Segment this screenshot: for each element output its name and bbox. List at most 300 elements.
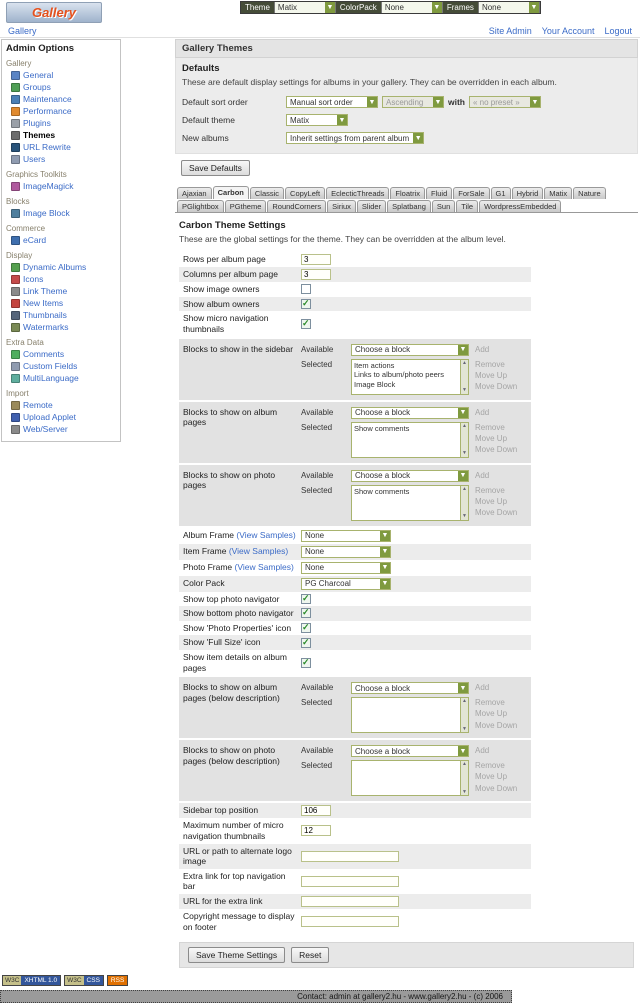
setting-label: Blocks to show on album pages (below description) [183, 682, 280, 703]
selected-blocks-listbox[interactable] [351, 359, 469, 395]
frames-select[interactable] [478, 2, 540, 13]
sidebar-item-link-theme[interactable] [6, 285, 116, 297]
scroll-up-icon: ▲ [462, 359, 467, 366]
setting-label: Show item details on album pages [183, 652, 287, 673]
sidebar-item-thumbnails[interactable] [6, 309, 116, 321]
setting-input[interactable] [301, 916, 399, 927]
available-block-select[interactable] [351, 407, 469, 419]
move-up-link[interactable]: Move Up [475, 496, 508, 506]
add-block-link[interactable]: Add [475, 470, 490, 480]
defaults-description: These are default display settings for albums in your gallery. They can be overridden in each album. [182, 77, 557, 87]
move-up-link[interactable]: Move Up [475, 433, 508, 443]
sidebar-section-label: Gallery [6, 59, 32, 68]
setting-label: Blocks to show on photo pages (below description) [183, 745, 280, 766]
selected-blocks-listbox[interactable] [351, 422, 469, 458]
remove-block-link[interactable]: Remove [475, 422, 505, 432]
rss-badge[interactable] [107, 975, 128, 986]
remove-block-link[interactable]: Remove [475, 698, 505, 708]
move-down-link[interactable]: Move Down [475, 381, 518, 391]
tab-pglightbox[interactable]: PGlightbox [177, 200, 224, 212]
reset-button[interactable]: Reset [291, 947, 329, 963]
sidebar-item-label: Comments [23, 349, 65, 359]
setting-row [179, 465, 531, 526]
sidebar-item-users[interactable] [6, 153, 116, 165]
admin-options-box [1, 39, 121, 442]
logout-link[interactable]: Logout [604, 26, 632, 36]
setting-checkbox[interactable] [301, 638, 311, 648]
multilanguage-icon [11, 374, 20, 383]
scroll-up-icon: ▲ [462, 761, 467, 768]
tab-fluid[interactable]: Fluid [426, 187, 452, 199]
sidebar-section-label: Extra Data [6, 338, 44, 347]
blocks-picker [301, 682, 527, 733]
frames-label: Frames [443, 2, 478, 13]
chevron-down-icon: ▼ [459, 472, 467, 479]
setting-row [179, 297, 531, 312]
add-block-link[interactable]: Add [475, 344, 490, 354]
theme-select[interactable] [274, 2, 336, 13]
setting-checkbox[interactable] [301, 319, 311, 329]
sidebar-item-label: Themes [23, 130, 56, 140]
selected-blocks-listbox[interactable] [351, 485, 469, 521]
available-block-select-value: Choose a block [355, 408, 411, 417]
plugins-icon [11, 119, 20, 128]
available-label: Available [301, 344, 334, 354]
sidebar-item-custom-fields[interactable] [6, 360, 116, 372]
setting-row [179, 544, 531, 560]
available-block-select-value: Choose a block [355, 746, 411, 756]
sidebar-item-imagemagick[interactable] [6, 180, 116, 192]
add-block-link[interactable]: Add [475, 746, 490, 756]
setting-row [179, 621, 531, 636]
selected-label: Selected [301, 359, 333, 369]
setting-checkbox[interactable] [301, 594, 311, 604]
sidebar-section-label: Import [6, 389, 29, 398]
tab-sun[interactable]: Sun [432, 200, 455, 212]
selected-label: Selected [301, 761, 333, 771]
tab-hybrid[interactable]: Hybrid [512, 187, 544, 199]
sidebar-item-label: New Items [23, 298, 64, 308]
setting-row [179, 528, 531, 544]
view-samples-link[interactable]: (View Samples) [234, 562, 294, 573]
tab-pgtheme[interactable]: PGtheme [225, 200, 267, 212]
tab-siriux[interactable]: Siriux [327, 200, 356, 212]
available-block-select[interactable] [351, 745, 469, 757]
scroll-down-icon: ▼ [462, 725, 467, 732]
chevron-down-icon: ▼ [459, 747, 467, 755]
blocks-picker [301, 745, 527, 796]
theme-select-value: Matix [277, 3, 298, 12]
sidebar-section-label: Blocks [6, 197, 30, 206]
setting-input[interactable] [301, 805, 331, 816]
blocks-picker [301, 407, 527, 458]
setting-label: Show bottom photo navigator [183, 608, 294, 619]
tab-eclecticthreads[interactable]: EclecticThreads [326, 187, 389, 199]
setting-label: Photo Frame (View Samples) [183, 562, 294, 573]
chevron-down-icon: ▼ [414, 134, 422, 142]
tab-g1[interactable]: G1 [491, 187, 511, 199]
setting-row [179, 650, 531, 675]
setting-label: Album Frame (View Samples) [183, 530, 296, 541]
remote-icon [11, 401, 20, 410]
tab-floatrix[interactable]: Floatrix [390, 187, 425, 199]
move-up-link[interactable]: Move Up [475, 709, 508, 719]
new-items-icon [11, 299, 20, 308]
sidebar-item-dynamic-albums[interactable] [6, 261, 116, 273]
setting-row [179, 844, 531, 869]
sidebar-item-label: Link Theme [23, 286, 68, 296]
setting-row [179, 869, 531, 894]
sidebar-item-comments[interactable] [6, 348, 116, 360]
setting-label: Show 'Full Size' icon [183, 637, 261, 648]
sidebar-item-groups[interactable] [6, 81, 116, 93]
setting-input[interactable] [301, 254, 331, 265]
setting-row [179, 339, 531, 400]
chevron-down-icon: ▼ [459, 684, 467, 692]
sidebar [0, 38, 174, 442]
sidebar-item-label: Web/Server [23, 424, 68, 434]
sidebar-item-url-rewrite[interactable] [6, 141, 116, 153]
view-samples-link[interactable]: (View Samples) [236, 530, 296, 541]
settings-button-bar [179, 942, 634, 968]
setting-checkbox[interactable] [301, 658, 311, 668]
setting-checkbox[interactable] [301, 623, 311, 633]
setting-checkbox[interactable] [301, 284, 311, 294]
setting-select-value: None [305, 547, 325, 556]
sidebar-item-label: MultiLanguage [23, 373, 79, 383]
setting-row [179, 267, 531, 282]
selected-label: Selected [301, 485, 333, 495]
tab-ajaxian[interactable]: Ajaxian [177, 187, 212, 199]
selected-blocks-listbox[interactable] [351, 697, 469, 733]
comments-icon [11, 350, 20, 359]
users-icon [11, 155, 20, 164]
ecard-icon [11, 236, 20, 245]
scroll-up-icon: ▲ [462, 698, 467, 705]
available-label: Available [301, 407, 334, 417]
default-theme-row [182, 111, 631, 129]
theme-selector-bar [240, 1, 541, 14]
frames-select-value: None [481, 3, 502, 12]
sidebar-item-performance[interactable] [6, 105, 116, 117]
setting-label: Show album owners [183, 298, 260, 309]
save-theme-settings-button[interactable]: Save Theme Settings [188, 947, 285, 963]
setting-label: Show top photo navigator [183, 593, 280, 604]
badge-left-text: W3C [67, 977, 82, 985]
selected-blocks-listbox[interactable] [351, 760, 469, 796]
setting-row [179, 576, 531, 592]
block-option[interactable]: Image Block [354, 380, 396, 389]
valid-xhtml-badge[interactable] [2, 975, 61, 986]
setting-input[interactable] [301, 269, 331, 280]
available-block-select[interactable] [351, 682, 469, 694]
footer [0, 975, 640, 1003]
setting-select-value: PG Charcoal [305, 579, 351, 588]
available-label: Available [301, 746, 334, 756]
setting-label: Show image owners [183, 284, 260, 294]
setting-input[interactable] [301, 876, 399, 887]
setting-row [179, 803, 531, 818]
chevron-down-icon: ▼ [381, 548, 389, 555]
sidebar-item-label: Upload Applet [23, 412, 76, 422]
tab-copyleft[interactable]: CopyLeft [285, 187, 325, 199]
block-actions [475, 760, 527, 794]
chevron-down-icon: ▼ [530, 4, 538, 11]
sidebar-item-label: Image Block [23, 208, 70, 218]
badge-right-text: CSS [84, 976, 103, 985]
setting-select-value: None [305, 563, 325, 572]
remove-block-link[interactable]: Remove [475, 359, 505, 369]
tab-splatbang[interactable]: Splatbang [387, 200, 431, 212]
chevron-down-icon: ▼ [433, 4, 441, 11]
colorpack-select[interactable] [381, 2, 443, 13]
theme-settings-title: Carbon Theme Settings [179, 220, 286, 231]
setting-input[interactable] [301, 896, 399, 907]
setting-label: Rows per album page [183, 254, 266, 265]
setting-row [179, 402, 531, 463]
setting-input[interactable] [301, 851, 399, 862]
move-down-link[interactable]: Move Down [475, 783, 518, 793]
setting-checkbox[interactable] [301, 608, 311, 618]
sidebar-item-plugins[interactable] [6, 117, 116, 129]
upload-applet-icon [11, 413, 20, 422]
default-theme-select[interactable] [286, 114, 348, 126]
available-block-select-value: Choose a block [355, 345, 411, 354]
tab-slider[interactable]: Slider [357, 200, 386, 212]
listbox-scrollbar[interactable] [460, 761, 468, 795]
selected-label: Selected [301, 698, 333, 708]
theme-settings-description: These are the global settings for the theme. They can be overridden at the album level. [179, 234, 506, 244]
move-down-link[interactable]: Move Down [475, 507, 518, 517]
themes-icon [11, 131, 20, 140]
sidebar-item-icons[interactable] [6, 273, 116, 285]
setting-row [179, 635, 531, 650]
sidebar-item-watermarks[interactable] [6, 321, 116, 333]
sidebar-item-label: eCard [23, 235, 47, 245]
chevron-down-icon: ▼ [459, 346, 467, 353]
block-actions [475, 697, 527, 731]
listbox-scrollbar[interactable] [460, 698, 468, 732]
blocks-picker [301, 344, 527, 395]
sidebar-item-label: Users [23, 154, 46, 164]
blocks-picker [301, 470, 527, 521]
colorpack-label: ColorPack [336, 2, 381, 13]
sidebar-item-label: ImageMagick [23, 181, 74, 191]
sidebar-item-label: Custom Fields [23, 361, 78, 371]
maintenance-icon [11, 95, 20, 104]
block-actions [475, 359, 527, 393]
chevron-down-icon: ▼ [381, 564, 389, 571]
badge-left-text: W3C [5, 977, 20, 985]
theme-label: Theme [241, 2, 274, 13]
tab-nature[interactable]: Nature [573, 187, 606, 199]
setting-select[interactable] [301, 562, 391, 574]
sidebar-item-remote[interactable] [6, 399, 116, 411]
defaults-title: Defaults [182, 63, 220, 74]
setting-label: Item Frame (View Samples) [183, 546, 289, 557]
tab-wordpressembedded[interactable]: WordpressEmbedded [479, 200, 561, 212]
user-nav-links [489, 26, 632, 36]
listbox-scrollbar[interactable] [460, 486, 468, 520]
breadcrumb[interactable]: Gallery [8, 26, 37, 36]
available-block-select-value: Choose a block [355, 683, 411, 693]
header [0, 0, 640, 24]
sidebar-item-label: Remote [23, 400, 53, 410]
setting-select[interactable] [301, 546, 391, 558]
add-block-link[interactable]: Add [475, 683, 490, 693]
tab-tile[interactable]: Tile [456, 200, 478, 212]
setting-select-value: None [305, 531, 325, 540]
sidebar-section-label: Display [6, 251, 33, 260]
url-rewrite-icon [11, 143, 20, 152]
remove-block-link[interactable]: Remove [475, 761, 505, 771]
tab-forsale[interactable]: ForSale [453, 187, 489, 199]
web-server-icon [11, 425, 20, 434]
sidebar-title: Admin Options [6, 43, 75, 54]
view-samples-link[interactable]: (View Samples) [228, 546, 289, 557]
sidebar-item-ecard[interactable] [6, 234, 116, 246]
setting-select[interactable] [301, 530, 391, 542]
setting-row [179, 909, 531, 934]
selected-label: Selected [301, 422, 333, 432]
sidebar-item-image-block[interactable] [6, 207, 116, 219]
setting-label: URL or path to alternate logo image [183, 845, 292, 867]
setting-row [179, 252, 531, 267]
setting-select[interactable] [301, 578, 391, 590]
move-up-link[interactable]: Move Up [475, 772, 508, 782]
setting-label: Sidebar top position [183, 805, 259, 816]
tab-classic[interactable]: Classic [250, 187, 284, 199]
setting-row [179, 740, 531, 801]
setting-label: Columns per album page [183, 269, 278, 280]
sidebar-item-label: Thumbnails [23, 310, 67, 320]
icons-icon [11, 275, 20, 284]
sidebar-item-upload-applet[interactable] [6, 411, 116, 423]
sidebar-section-label: Commerce [6, 224, 46, 233]
colorpack-select-value: None [384, 3, 404, 12]
footer-contact-bar: Contact: admin at gallery2.hu - www.gallery2.hu - (c) 2006 [0, 990, 512, 1003]
block-actions [475, 422, 527, 456]
sort-order-select[interactable] [286, 96, 378, 108]
tab-matix[interactable]: Matix [544, 187, 572, 199]
setting-label: Color Pack [183, 578, 225, 589]
theme-settings-section [175, 213, 638, 968]
sidebar-item-new-items[interactable] [6, 297, 116, 309]
setting-label: Blocks to show on album pages [183, 406, 278, 428]
sidebar-item-label: Maintenance [23, 94, 72, 104]
sort-direction-value: Ascending [386, 97, 424, 107]
watermarks-icon [11, 323, 20, 332]
general-icon [11, 71, 20, 80]
tab-roundcorners[interactable]: RoundCorners [267, 200, 326, 212]
image-block-icon [11, 209, 20, 218]
chevron-down-icon: ▼ [326, 4, 334, 11]
page-title: Gallery Themes [175, 39, 638, 58]
scroll-up-icon: ▲ [462, 485, 467, 492]
thumbnails-icon [11, 311, 20, 320]
scroll-down-icon: ▼ [462, 788, 467, 795]
new-albums-select[interactable] [286, 132, 424, 144]
setting-input[interactable] [301, 825, 331, 836]
sidebar-item-label: General [23, 70, 54, 80]
setting-row [179, 592, 531, 607]
listbox-scrollbar[interactable] [460, 360, 468, 394]
valid-css-badge[interactable] [64, 975, 104, 986]
performance-icon [11, 107, 20, 116]
sort-direction-select[interactable] [382, 96, 444, 108]
save-defaults-button[interactable]: Save Defaults [181, 160, 250, 176]
setting-row [179, 311, 531, 336]
scroll-down-icon: ▼ [462, 387, 467, 393]
your-account-link[interactable]: Your Account [541, 26, 595, 36]
breadcrumb-bar [0, 24, 640, 38]
sidebar-item-themes[interactable] [6, 129, 116, 141]
available-label: Available [301, 470, 334, 480]
sidebar-item-label: Performance [23, 106, 72, 116]
chevron-down-icon: ▼ [434, 98, 442, 106]
scroll-down-icon: ▼ [462, 450, 467, 456]
new-albums-row [182, 129, 631, 147]
setting-row [179, 560, 531, 576]
settings-table [179, 252, 531, 934]
dynamic-albums-icon [11, 263, 20, 272]
sidebar-item-maintenance[interactable] [6, 93, 116, 105]
sidebar-item-label: Groups [23, 82, 51, 92]
available-block-select[interactable] [351, 470, 469, 482]
setting-label: Copyright message to display on footer [183, 911, 295, 932]
groups-icon [11, 83, 20, 92]
move-down-link[interactable]: Move Down [475, 720, 518, 730]
block-option[interactable]: Links to album/photo peers [354, 370, 445, 380]
block-option[interactable]: Show comments [354, 486, 410, 496]
sort-preset-value: « no preset » [473, 97, 520, 107]
setting-row [179, 282, 531, 297]
chevron-down-icon: ▼ [381, 580, 389, 587]
sidebar-item-multilanguage[interactable] [6, 372, 116, 384]
setting-label: Show micro navigation thumbnails [183, 313, 269, 334]
available-block-select[interactable] [351, 344, 469, 356]
setting-checkbox[interactable] [301, 299, 311, 309]
move-up-link[interactable]: Move Up [475, 370, 508, 380]
setting-row [179, 818, 531, 843]
sidebar-item-label: Dynamic Albums [23, 262, 87, 272]
block-option[interactable]: Show comments [354, 423, 410, 433]
chevron-down-icon: ▼ [531, 98, 539, 106]
site-admin-link[interactable]: Site Admin [488, 26, 532, 36]
block-option[interactable]: Item actions [354, 360, 395, 370]
setting-label: Blocks to show on photo pages [183, 469, 276, 491]
sidebar-item-label: Plugins [23, 118, 51, 128]
move-down-link[interactable]: Move Down [475, 444, 518, 454]
setting-label: Blocks to show in the sidebar [183, 343, 294, 354]
with-label: with [448, 97, 465, 107]
add-block-link[interactable]: Add [475, 407, 490, 417]
sidebar-item-general[interactable] [6, 69, 116, 81]
custom-fields-icon [11, 362, 20, 371]
sidebar-item-web-server[interactable] [6, 423, 116, 435]
theme-tabs [175, 185, 638, 213]
remove-block-link[interactable]: Remove [475, 485, 505, 495]
default-sort-order-row [182, 93, 631, 111]
sort-preset-select[interactable] [469, 96, 541, 108]
setting-label: Maximum number of micro navigation thumbnails [183, 820, 284, 841]
tab-carbon[interactable]: Carbon [213, 186, 249, 199]
sidebar-item-label: Icons [23, 274, 44, 284]
link-theme-icon [11, 287, 20, 296]
gallery-logo[interactable]: Gallery [6, 2, 102, 23]
new-albums-label: New albums [182, 133, 229, 143]
listbox-scrollbar[interactable] [460, 423, 468, 457]
